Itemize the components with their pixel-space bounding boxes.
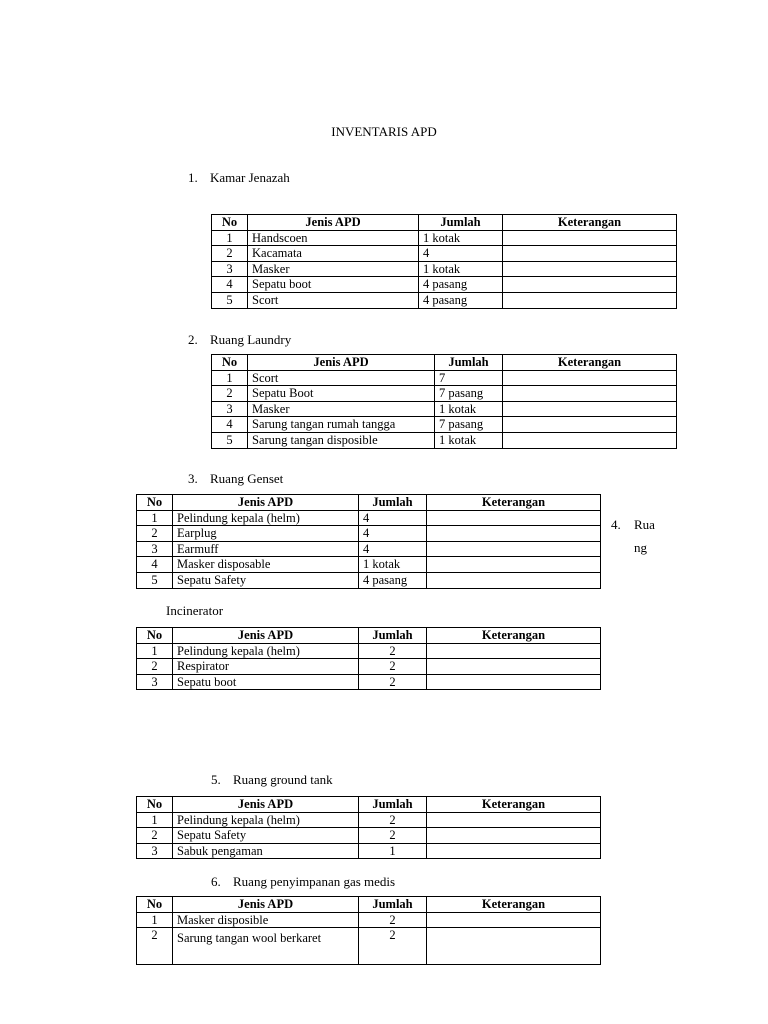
cell-jumlah: 2 <box>359 928 427 965</box>
cell-jenis: Pelindung kepala (helm) <box>173 510 359 526</box>
cell-jumlah: 1 kotak <box>419 230 503 246</box>
cell-jenis: Masker disposible <box>173 912 359 928</box>
cell-jumlah: 4 <box>419 246 503 262</box>
cell-jumlah: 2 <box>359 674 427 690</box>
cell-keterangan <box>427 510 601 526</box>
header-keterangan: Keterangan <box>427 797 601 813</box>
cell-keterangan <box>427 643 601 659</box>
table-row <box>212 277 677 293</box>
table-row <box>212 292 677 308</box>
section-number: 2. <box>188 332 198 347</box>
cell-jumlah: 4 pasang <box>359 572 427 588</box>
section-heading-4 <box>611 513 655 559</box>
cell-keterangan <box>427 912 601 928</box>
cell-jenis: Sarung tangan disposible <box>248 432 435 448</box>
header-keterangan: Keterangan <box>503 355 677 371</box>
cell-jumlah: 2 <box>359 643 427 659</box>
cell-no: 1 <box>137 912 173 928</box>
cell-no: 3 <box>212 401 248 417</box>
cell-jenis: Earplug <box>173 526 359 542</box>
section-name: Ruang ground tank <box>233 772 333 787</box>
cell-no: 5 <box>212 292 248 308</box>
cell-keterangan <box>427 541 601 557</box>
cell-jenis: Sepatu Boot <box>248 386 435 402</box>
cell-keterangan <box>503 277 677 293</box>
cell-no: 2 <box>212 386 248 402</box>
table-row <box>137 843 601 859</box>
cell-no: 4 <box>212 277 248 293</box>
cell-keterangan <box>503 370 677 386</box>
cell-jumlah: 1 kotak <box>435 401 503 417</box>
table-row <box>212 432 677 448</box>
table-row <box>212 246 677 262</box>
cell-no: 1 <box>137 643 173 659</box>
cell-jumlah: 1 kotak <box>359 557 427 573</box>
header-no: No <box>137 797 173 813</box>
header-jenis-apd: Jenis APD <box>173 495 359 511</box>
cell-jenis: Masker disposable <box>173 557 359 573</box>
cell-jenis: Pelindung kepala (helm) <box>173 812 359 828</box>
cell-jenis: Respirator <box>173 659 359 675</box>
cell-jumlah: 7 pasang <box>435 417 503 433</box>
cell-jumlah: 1 <box>359 843 427 859</box>
cell-keterangan <box>427 928 601 965</box>
cell-keterangan <box>503 401 677 417</box>
header-keterangan: Keterangan <box>503 215 677 231</box>
table-header-row <box>137 897 601 913</box>
cell-jumlah: 4 <box>359 526 427 542</box>
table-row <box>137 812 601 828</box>
table-header-row <box>212 215 677 231</box>
header-jenis-apd: Jenis APD <box>248 215 419 231</box>
table-header-row <box>137 797 601 813</box>
cell-no: 2 <box>137 928 173 965</box>
cell-no: 1 <box>212 230 248 246</box>
table-row <box>212 417 677 433</box>
cell-jenis: Sepatu boot <box>173 674 359 690</box>
section-name: Ruang Laundry <box>210 332 292 347</box>
table-row <box>137 912 601 928</box>
section-name-part-1: Rua <box>634 517 655 532</box>
header-jumlah: Jumlah <box>359 897 427 913</box>
cell-jenis: Sepatu boot <box>248 277 419 293</box>
table-row <box>137 541 601 557</box>
header-jumlah: Jumlah <box>359 797 427 813</box>
header-keterangan: Keterangan <box>427 495 601 511</box>
section-heading-2 <box>188 332 291 348</box>
inventory-table-1 <box>211 214 677 309</box>
cell-keterangan <box>427 526 601 542</box>
cell-no: 2 <box>137 659 173 675</box>
cell-no: 2 <box>137 526 173 542</box>
table-row <box>137 526 601 542</box>
section-heading-1 <box>188 170 290 186</box>
cell-no: 4 <box>137 557 173 573</box>
cell-keterangan <box>427 572 601 588</box>
section-heading-6 <box>211 874 395 890</box>
section-number: 1. <box>188 170 198 185</box>
header-jenis-apd: Jenis APD <box>173 897 359 913</box>
inventory-table-2 <box>211 354 677 449</box>
cell-no: 3 <box>137 843 173 859</box>
cell-jenis: Scort <box>248 292 419 308</box>
cell-keterangan <box>503 292 677 308</box>
inventory-table-5 <box>136 796 601 859</box>
cell-jenis: Masker <box>248 261 419 277</box>
cell-jumlah: 4 pasang <box>419 292 503 308</box>
table-row <box>137 659 601 675</box>
cell-jenis: Pelindung kepala (helm) <box>173 643 359 659</box>
cell-jenis: Sarung tangan rumah tangga <box>248 417 435 433</box>
cell-keterangan <box>503 261 677 277</box>
cell-no: 1 <box>137 510 173 526</box>
header-keterangan: Keterangan <box>427 628 601 644</box>
cell-no: 1 <box>137 812 173 828</box>
header-no: No <box>137 628 173 644</box>
table-row <box>212 261 677 277</box>
cell-keterangan <box>503 246 677 262</box>
cell-jumlah: 2 <box>359 659 427 675</box>
cell-jenis: Scort <box>248 370 435 386</box>
header-jumlah: Jumlah <box>359 495 427 511</box>
table-row <box>137 510 601 526</box>
section-name-part-2: ng <box>634 540 647 555</box>
header-no: No <box>212 215 248 231</box>
cell-jumlah: 2 <box>359 912 427 928</box>
cell-no: 3 <box>212 261 248 277</box>
header-no: No <box>212 355 248 371</box>
cell-no: 4 <box>212 417 248 433</box>
header-jenis-apd: Jenis APD <box>248 355 435 371</box>
cell-keterangan <box>427 828 601 844</box>
section-number: 5. <box>211 772 221 787</box>
cell-jenis: Handscoen <box>248 230 419 246</box>
section-number: 4. <box>611 517 621 532</box>
header-jumlah: Jumlah <box>359 628 427 644</box>
cell-keterangan <box>427 659 601 675</box>
table-row <box>137 572 601 588</box>
section-name: Kamar Jenazah <box>210 170 290 185</box>
cell-jumlah: 4 pasang <box>419 277 503 293</box>
page-title: INVENTARIS APD <box>331 124 437 139</box>
table-row <box>137 643 601 659</box>
cell-jumlah: 2 <box>359 812 427 828</box>
table-header-row <box>137 628 601 644</box>
table-row <box>137 674 601 690</box>
cell-jenis: Sabuk pengaman <box>173 843 359 859</box>
cell-jenis: Masker <box>248 401 435 417</box>
section-number: 3. <box>188 471 198 486</box>
table-row <box>137 557 601 573</box>
cell-jenis: Sepatu Safety <box>173 828 359 844</box>
section-name: Ruang penyimpanan gas medis <box>233 874 396 889</box>
table-row <box>137 828 601 844</box>
table-header-row <box>212 355 677 371</box>
cell-keterangan <box>427 812 601 828</box>
section-heading-3 <box>188 471 283 487</box>
cell-keterangan <box>427 843 601 859</box>
header-keterangan: Keterangan <box>427 897 601 913</box>
inventory-table-4 <box>136 627 601 690</box>
cell-no: 3 <box>137 674 173 690</box>
cell-keterangan <box>427 557 601 573</box>
cell-jumlah: 7 <box>435 370 503 386</box>
header-no: No <box>137 495 173 511</box>
cell-jumlah: 2 <box>359 828 427 844</box>
cell-keterangan <box>503 230 677 246</box>
header-jenis-apd: Jenis APD <box>173 797 359 813</box>
cell-jumlah: 1 kotak <box>435 432 503 448</box>
cell-no: 5 <box>212 432 248 448</box>
header-jenis-apd: Jenis APD <box>173 628 359 644</box>
table-row <box>137 928 601 965</box>
cell-keterangan <box>427 674 601 690</box>
cell-jumlah: 4 <box>359 541 427 557</box>
inventory-table-6 <box>136 896 601 965</box>
table-header-row <box>137 495 601 511</box>
cell-jumlah: 4 <box>359 510 427 526</box>
inventory-table-3 <box>136 494 601 589</box>
cell-keterangan <box>503 432 677 448</box>
cell-no: 3 <box>137 541 173 557</box>
table-row <box>212 401 677 417</box>
cell-jumlah: 7 pasang <box>435 386 503 402</box>
cell-keterangan <box>503 386 677 402</box>
cell-jenis: Earmuff <box>173 541 359 557</box>
section-name: Ruang Genset <box>210 471 284 486</box>
cell-no: 5 <box>137 572 173 588</box>
cell-jenis: Sepatu Safety <box>173 572 359 588</box>
header-jumlah: Jumlah <box>435 355 503 371</box>
cell-no: 2 <box>212 246 248 262</box>
cell-no: 2 <box>137 828 173 844</box>
header-no: No <box>137 897 173 913</box>
section-name-continued: Incinerator <box>166 603 224 618</box>
cell-jenis: Sarung tangan wool berkaret <box>173 928 359 965</box>
header-jumlah: Jumlah <box>419 215 503 231</box>
cell-no: 1 <box>212 370 248 386</box>
table-row <box>212 370 677 386</box>
table-row <box>212 230 677 246</box>
cell-jenis: Kacamata <box>248 246 419 262</box>
table-row <box>212 386 677 402</box>
section-heading-5 <box>211 772 333 788</box>
cell-keterangan <box>503 417 677 433</box>
cell-jumlah: 1 kotak <box>419 261 503 277</box>
section-number: 6. <box>211 874 221 889</box>
